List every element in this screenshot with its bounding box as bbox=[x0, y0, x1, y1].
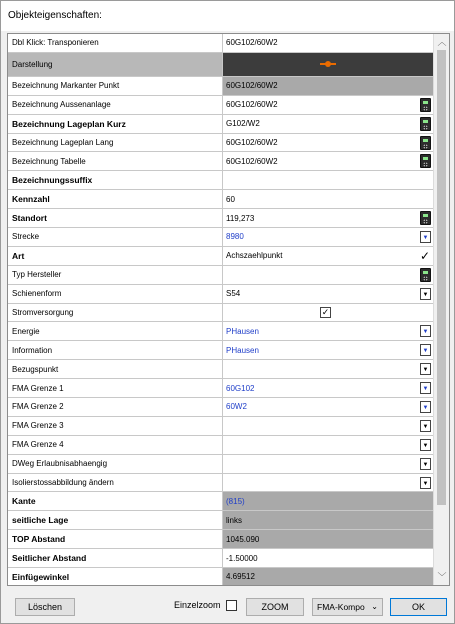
row-strecke[interactable] bbox=[8, 228, 433, 247]
calculator-icon[interactable] bbox=[420, 211, 431, 225]
row-value-cell[interactable] bbox=[223, 266, 433, 284]
row-art[interactable] bbox=[8, 247, 433, 266]
row-label: Bezugspunkt bbox=[8, 360, 223, 378]
chevron-down-icon: ⌄ bbox=[371, 602, 378, 611]
darstellung-preview[interactable] bbox=[223, 53, 433, 76]
calculator-icon[interactable] bbox=[420, 117, 431, 131]
row-label: Bezeichnung Markanter Punkt bbox=[8, 77, 223, 95]
dropdown-arrow-icon[interactable]: ▼ bbox=[420, 458, 431, 470]
row-label: Bezeichnung Tabelle bbox=[8, 152, 223, 170]
dropdown-arrow-icon[interactable]: ▼ bbox=[420, 401, 431, 413]
mode-select[interactable] bbox=[312, 598, 383, 616]
row-label: Kante bbox=[8, 492, 223, 510]
row-value: links bbox=[223, 511, 433, 529]
row-label: Dbl Klick: Transponieren bbox=[8, 34, 223, 52]
row-value: 4.69512 bbox=[223, 568, 433, 586]
row-label: Energie bbox=[8, 322, 223, 340]
einzelzoom-checkbox[interactable] bbox=[226, 600, 237, 611]
row-label: Stromversorgung bbox=[8, 304, 223, 322]
row-value-cell[interactable] bbox=[223, 228, 433, 246]
row-label: Typ Hersteller bbox=[8, 266, 223, 284]
row-label: Art bbox=[8, 247, 223, 265]
row-kennzahl[interactable] bbox=[8, 190, 433, 209]
row-value[interactable] bbox=[223, 171, 433, 189]
row-value-cell[interactable] bbox=[223, 152, 433, 170]
row-value-cell[interactable] bbox=[223, 285, 433, 303]
property-rows bbox=[8, 34, 433, 586]
row-label: Schienenform bbox=[8, 285, 223, 303]
row-value-cell[interactable] bbox=[223, 379, 433, 397]
row-energie[interactable] bbox=[8, 322, 433, 341]
property-grid[interactable] bbox=[7, 33, 450, 586]
calculator-icon[interactable] bbox=[420, 268, 431, 282]
zoom-button[interactable]: ZOOM bbox=[246, 598, 304, 616]
row-value-cell[interactable] bbox=[223, 96, 433, 114]
scroll-up-icon[interactable]: ︿ bbox=[437, 37, 447, 47]
dropdown-arrow-icon[interactable]: ▼ bbox=[420, 420, 431, 432]
row-fma-grenze-1[interactable] bbox=[8, 379, 433, 398]
ok-button[interactable]: OK bbox=[390, 598, 447, 616]
stromversorgung-checkbox[interactable]: ✓ bbox=[321, 306, 330, 317]
row-darstellung[interactable] bbox=[8, 53, 433, 77]
row-value: (815) bbox=[223, 492, 433, 510]
row-value[interactable]: 60G102 bbox=[226, 383, 255, 393]
row-fma-grenze-4[interactable] bbox=[8, 436, 433, 455]
row-value-cell[interactable] bbox=[223, 115, 433, 133]
dropdown-arrow-icon[interactable]: ▼ bbox=[420, 288, 431, 300]
dropdown-arrow-icon[interactable]: ▼ bbox=[420, 382, 431, 394]
row-seitlicher-abstand[interactable] bbox=[8, 549, 433, 568]
dropdown-arrow-icon[interactable]: ▼ bbox=[420, 363, 431, 375]
row-typ-hersteller[interactable] bbox=[8, 266, 433, 285]
row-label: FMA Grenze 4 bbox=[8, 436, 223, 454]
row-value[interactable]: Achszaehlpunkt bbox=[226, 251, 283, 261]
calculator-icon[interactable] bbox=[420, 98, 431, 112]
row-label: Isolierstossabbildung ändern bbox=[8, 474, 223, 492]
row-value-cell[interactable] bbox=[223, 304, 433, 322]
row-label: DWeg Erlaubnisabhaengig bbox=[8, 455, 223, 473]
row-bezeichnung-lageplan-kurz[interactable] bbox=[8, 115, 433, 134]
row-top-abstand[interactable] bbox=[8, 530, 433, 549]
dropdown-arrow-icon[interactable]: ▼ bbox=[420, 325, 431, 337]
vertical-scrollbar[interactable] bbox=[433, 34, 449, 585]
dialog-title: Objekteigenschaften: bbox=[1, 1, 454, 31]
row-label: seitliche Lage bbox=[8, 511, 223, 529]
row-value-cell[interactable] bbox=[223, 247, 433, 265]
delete-button[interactable]: Löschen bbox=[15, 598, 75, 616]
row-dweg-erlaubnisabhaengig[interactable] bbox=[8, 455, 433, 474]
row-stromversorgung[interactable] bbox=[8, 304, 433, 323]
dropdown-arrow-icon[interactable]: ▼ bbox=[420, 231, 431, 243]
row-value[interactable]: PHausen bbox=[226, 345, 259, 355]
row-information[interactable] bbox=[8, 341, 433, 360]
row-value-cell[interactable] bbox=[223, 455, 433, 473]
row-value-cell[interactable] bbox=[223, 341, 433, 359]
row-fma-grenze-3[interactable] bbox=[8, 417, 433, 436]
row-standort[interactable] bbox=[8, 209, 433, 228]
row-value-cell[interactable] bbox=[223, 474, 433, 492]
row-label: Information bbox=[8, 341, 223, 359]
row-value[interactable]: 60G102/60W2 bbox=[226, 38, 278, 48]
row-value[interactable]: PHausen bbox=[226, 326, 259, 336]
row-value[interactable]: 8980 bbox=[226, 232, 244, 242]
row-label: Seitlicher Abstand bbox=[8, 549, 223, 567]
row-bezeichnung-tabelle[interactable] bbox=[8, 152, 433, 171]
row-label: FMA Grenze 3 bbox=[8, 417, 223, 435]
scrollbar-thumb[interactable] bbox=[437, 50, 446, 505]
einzelzoom-label: Einzelzoom bbox=[174, 600, 221, 610]
dropdown-arrow-icon[interactable]: ▼ bbox=[420, 344, 431, 356]
dropdown-arrow-icon[interactable]: ▼ bbox=[420, 439, 431, 451]
row-value[interactable]: 60G102/60W2 bbox=[226, 156, 278, 166]
row-value-cell[interactable] bbox=[223, 398, 433, 416]
axle-counter-symbol-icon bbox=[320, 61, 336, 67]
row-value[interactable]: 60G102/60W2 bbox=[226, 100, 278, 110]
row-label: Bezeichnung Aussenanlage bbox=[8, 96, 223, 114]
row-value-cell[interactable] bbox=[223, 417, 433, 435]
row-label: TOP Abstand bbox=[8, 530, 223, 548]
row-label: FMA Grenze 1 bbox=[8, 379, 223, 397]
row-value[interactable]: 119,273 bbox=[226, 213, 255, 223]
row-value-cell[interactable] bbox=[223, 360, 433, 378]
calculator-icon[interactable] bbox=[420, 136, 431, 150]
row-einfuegewinkel[interactable] bbox=[8, 568, 433, 586]
row-value-cell[interactable] bbox=[223, 209, 433, 227]
calculator-icon[interactable] bbox=[420, 154, 431, 168]
row-value[interactable]: 60G102/60W2 bbox=[226, 138, 278, 147]
row-schienenform[interactable] bbox=[8, 285, 433, 304]
row-value[interactable]: 60W2 bbox=[226, 402, 247, 412]
row-label: Bezeichnung Lageplan Lang bbox=[8, 134, 223, 152]
row-value[interactable]: -1.50000 bbox=[226, 553, 258, 563]
scroll-down-icon[interactable]: ﹀ bbox=[437, 572, 447, 582]
row-fma-grenze-2[interactable] bbox=[8, 398, 433, 417]
row-value[interactable]: S54 bbox=[226, 289, 241, 299]
row-label: Bezeichnung Lageplan Kurz bbox=[8, 115, 223, 133]
row-value-cell[interactable] bbox=[223, 436, 433, 454]
row-bezugspunkt[interactable] bbox=[8, 360, 433, 379]
row-dbl-klick[interactable] bbox=[8, 34, 433, 53]
row-bezeichnung-aussenanlage[interactable] bbox=[8, 96, 433, 115]
row-seitliche-lage[interactable] bbox=[8, 511, 433, 530]
row-label: Einfügewinkel bbox=[8, 568, 223, 586]
row-value-cell[interactable] bbox=[223, 322, 433, 340]
row-label: Strecke bbox=[8, 228, 223, 246]
row-label: Standort bbox=[8, 209, 223, 227]
row-value-cell[interactable] bbox=[223, 134, 433, 152]
row-kante[interactable] bbox=[8, 492, 433, 511]
row-label: Darstellung bbox=[8, 53, 223, 76]
row-value[interactable]: G102/W2 bbox=[226, 119, 260, 129]
mode-select-value: FMA-Kompo bbox=[317, 602, 365, 612]
checkmark-icon[interactable]: ✓ bbox=[419, 248, 430, 263]
dialog-footer bbox=[1, 595, 454, 619]
row-bezeichnungssuffix[interactable] bbox=[8, 171, 433, 190]
row-value[interactable]: 60 bbox=[226, 194, 235, 204]
row-value: 60G102/60W2 bbox=[223, 77, 433, 95]
row-value: 1045.090 bbox=[223, 530, 433, 548]
row-label: Kennzahl bbox=[8, 190, 223, 208]
row-label: FMA Grenze 2 bbox=[8, 398, 223, 416]
row-bezeichnung-markanter-punkt[interactable] bbox=[8, 77, 433, 96]
row-bezeichnung-lageplan-lang[interactable] bbox=[8, 134, 433, 153]
row-isolierstossabbildung[interactable] bbox=[8, 474, 433, 493]
dropdown-arrow-icon[interactable]: ▼ bbox=[420, 477, 431, 489]
row-label: Bezeichnungssuffix bbox=[8, 171, 223, 189]
